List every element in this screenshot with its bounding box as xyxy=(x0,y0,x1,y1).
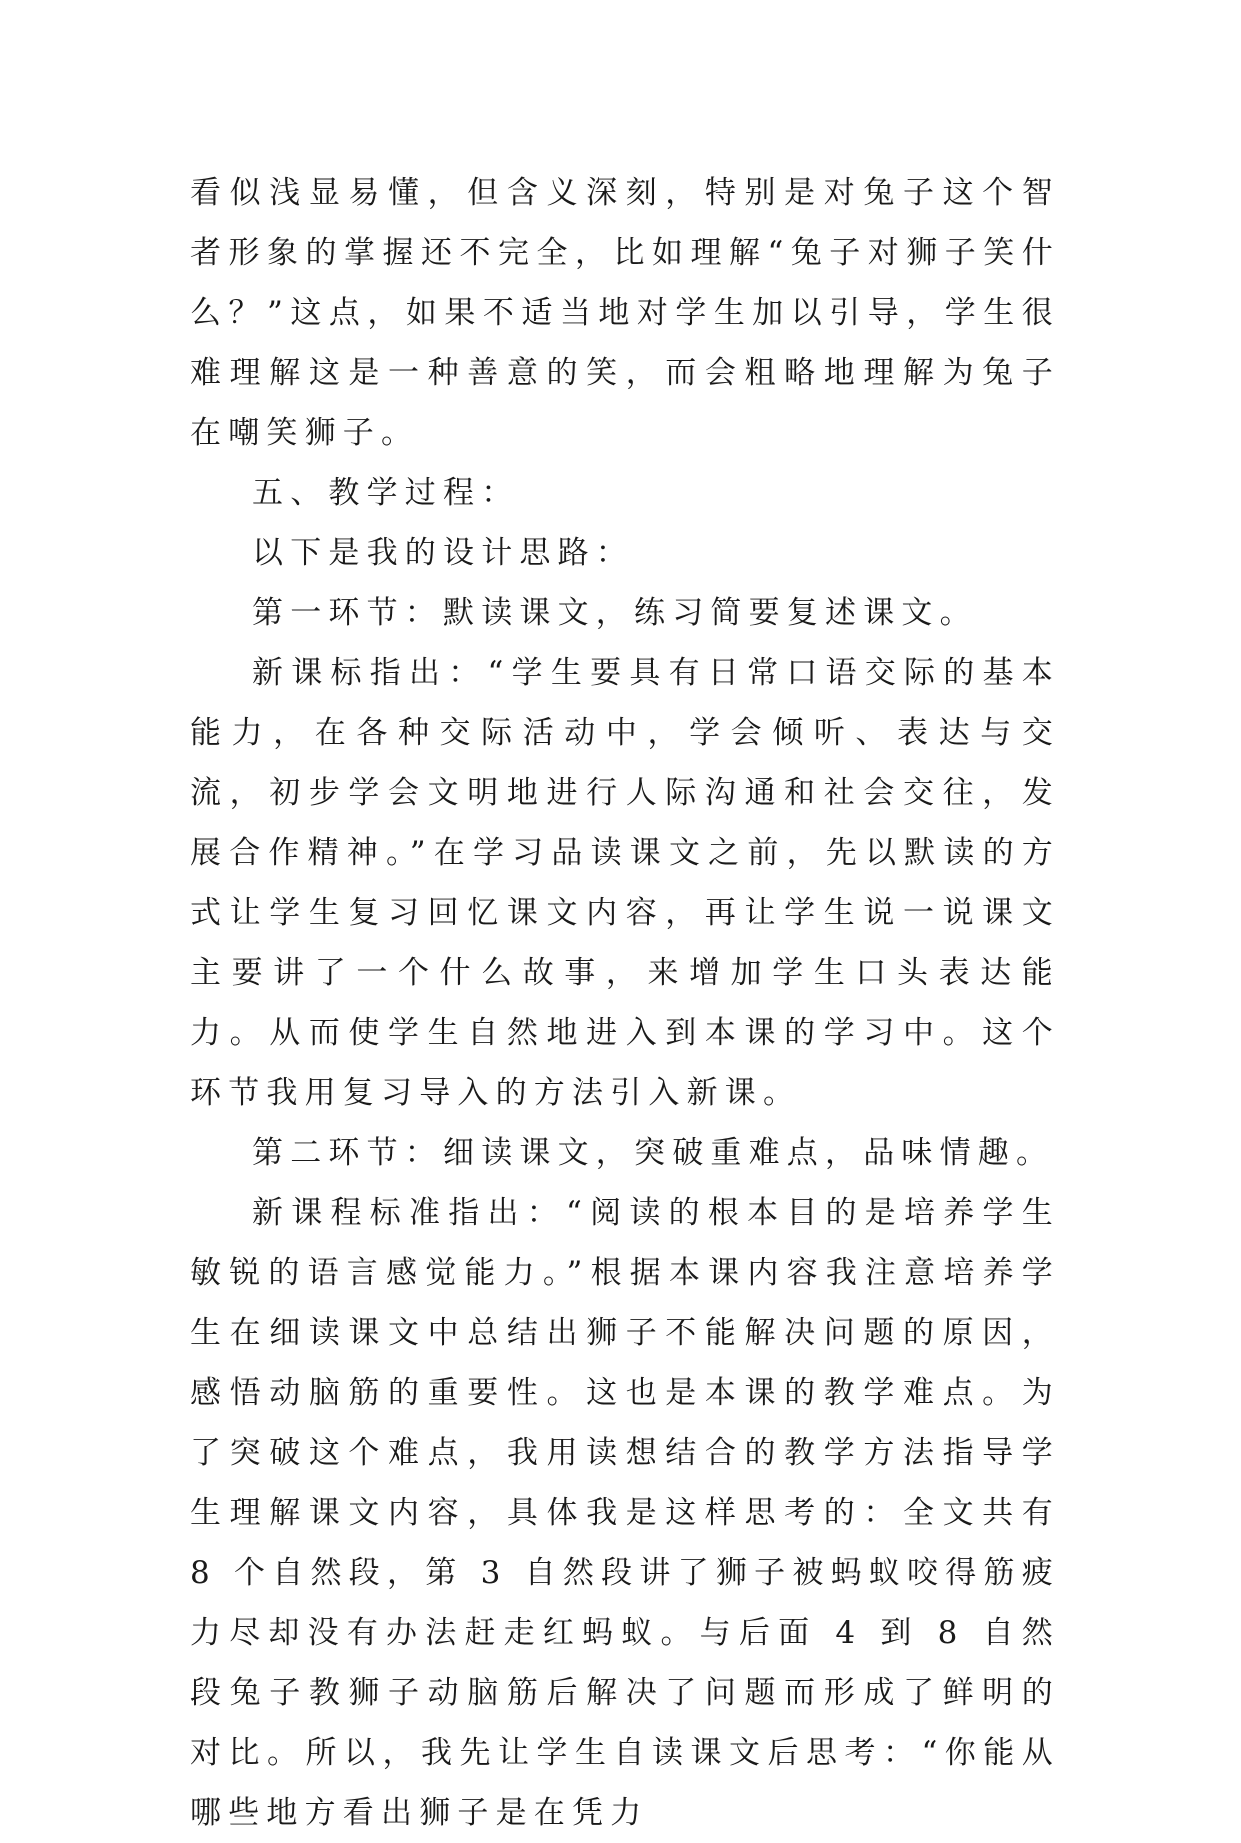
step-one-heading: 第一环节：默读课文，练习简要复述课文。 xyxy=(252,595,978,631)
paragraph-design-idea: 以下是我的设计思路： xyxy=(252,535,634,571)
paragraph-intro: 看似浅显易懂，但含义深刻，特别是对兔子这个智者形象的掌握还不完全，比如理解“兔子对狮子笑什么？”这点，如果不适当地对学生加以引导，学生很难理解这是一种善意的笑，而会粗略地理解为兔子在嘲笑狮子。 xyxy=(190,175,1060,451)
section-heading-teaching-process: 五、教学过程： xyxy=(252,475,520,511)
paragraph-step-two: 新课程标准指出：“阅读的根本目的是培养学生敏锐的语言感觉能力。”根据本课内容我注意培养学生在细读课文中总结出狮子不能解决问题的原因，感悟动脑筋的重要性。这也是本课的教学难点。为了突破这个难点，我用读想结合的教学方法指导学生理解课文内容，具体我是这样思考的：全文共有 8 个自然段，第 3 自然段讲了狮子被蚂蚁咬得筋疲力尽却没有办法赶走红蚂蚁。与后面 4 到 8 自然段兔子教狮子动脑筋后解决了问题而形成了鲜明的对比。所以，我先让学生自读课文后思考：“你能从哪些地方看出狮子是在凭力 xyxy=(190,1195,1060,1831)
step-two-heading: 第二环节：细读课文，突破重难点，品味情趣。 xyxy=(252,1135,1055,1171)
paragraph-step-one: 新课标指出：“学生要具有日常口语交际的基本能力，在各种交际活动中，学会倾听、表达与交流，初步学会文明地进行人际沟通和社会交往，发展合作精神。”在学习品读课文之前，先以默读的方式让学生复习回忆课文内容，再让学生说一说课文主要讲了一个什么故事，来增加学生口头表达能力。从而使学生自然地进入到本课的学习中。这个环节我用复习导入的方法引入新课。 xyxy=(190,655,1060,1111)
document-body xyxy=(190,163,1060,1843)
